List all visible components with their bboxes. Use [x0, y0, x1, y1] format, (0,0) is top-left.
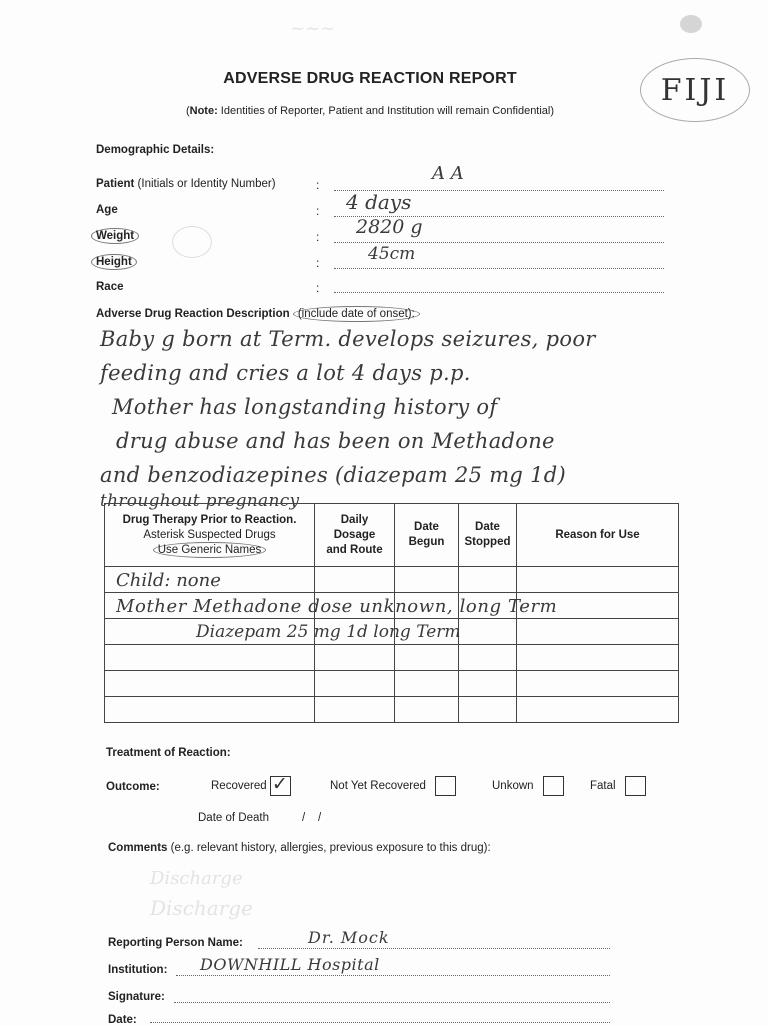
- comments-label: [108, 842, 491, 854]
- faint-circle-mark: [172, 226, 212, 258]
- reaction-line-4: drug abuse and has been on Methadone: [116, 429, 555, 453]
- reporter-name-value[interactable]: Dr. Mock: [308, 928, 390, 947]
- form-title: ADVERSE DRUG REACTION REPORT: [223, 70, 517, 87]
- header-drug-therapy: [105, 504, 315, 567]
- header-begun-line2: Begun: [408, 536, 445, 548]
- weight-label-text: Weight: [91, 228, 139, 244]
- header-begun-line1: Date: [414, 521, 439, 533]
- reaction-line-6: throughout pregnancy: [100, 491, 300, 511]
- reaction-label: [96, 308, 420, 320]
- height-label-text: Height: [91, 254, 137, 270]
- comments-faint-line-2: Discharge: [150, 896, 253, 920]
- weight-label: [96, 230, 139, 242]
- patient-hint: (Initials or Identity Number): [137, 178, 276, 190]
- reaction-hint: (include date of onset):: [293, 306, 420, 322]
- drug-entry-diazepam: Diazepam 25 mg 1d long Term: [196, 622, 461, 642]
- check-mark-icon: ✓: [271, 774, 288, 795]
- reaction-description[interactable]: [100, 322, 750, 510]
- table-header-row: [105, 504, 679, 567]
- fatal-label: Fatal: [590, 780, 616, 793]
- outcome-unknown[interactable]: [492, 776, 564, 796]
- weight-field-line: [334, 242, 664, 243]
- height-colon: :: [316, 256, 320, 270]
- header-therapy-line2: Asterisk Suspected Drugs: [143, 528, 276, 541]
- header-dosage-line1: Daily: [340, 513, 369, 526]
- comments-hint: (e.g. relevant history, allergies, previous exposure to this drug):: [170, 842, 491, 854]
- note-label: Note:: [189, 105, 218, 117]
- table-row[interactable]: [105, 671, 679, 697]
- recovered-checkbox[interactable]: [270, 776, 291, 796]
- patient-label: [96, 178, 276, 190]
- race-field-line: [334, 292, 664, 293]
- height-label: [96, 256, 137, 268]
- note-text: Identities of Reporter, Patient and Institution will remain Confidential: [220, 105, 551, 117]
- date-label: Date:: [108, 1014, 137, 1026]
- height-field-line: [334, 268, 664, 269]
- outcome-recovered[interactable]: [211, 776, 291, 796]
- institution-value[interactable]: DOWNHILL Hospital: [200, 955, 380, 974]
- reaction-line-3: Mother has longstanding history of: [112, 395, 498, 419]
- faint-handwriting-top: ~~~: [290, 18, 336, 39]
- header-therapy-line1: Drug Therapy Prior to Reaction.: [122, 513, 297, 526]
- drug-entry-child: Child: none: [116, 570, 221, 591]
- header-dosage-line3: and Route: [326, 543, 383, 556]
- outcome-label: Outcome:: [106, 781, 160, 793]
- header-stopped-line1: Date: [475, 521, 500, 533]
- weight-value[interactable]: 2820 g: [356, 216, 423, 238]
- patient-value[interactable]: A A: [432, 163, 464, 184]
- reaction-line-1: Baby g born at Term. develops seizures, poor: [100, 327, 596, 351]
- stamp-smudge: [680, 15, 702, 33]
- race-colon: :: [316, 281, 320, 295]
- date-of-death-value[interactable]: / /: [302, 812, 322, 824]
- not-yet-recovered-label: Not Yet Recovered: [330, 780, 426, 793]
- fatal-checkbox[interactable]: [625, 776, 646, 796]
- outcome-fatal[interactable]: [590, 776, 646, 796]
- outcome-not-yet-recovered[interactable]: [330, 776, 456, 796]
- header-stopped-line2: Stopped: [464, 536, 511, 548]
- demographics-heading: Demographic Details:: [96, 144, 215, 156]
- header-date-begun: [395, 504, 459, 567]
- patient-label-text: Patient: [96, 178, 135, 190]
- not-yet-recovered-checkbox[interactable]: [435, 776, 456, 796]
- reporter-name-line: [258, 948, 610, 949]
- unknown-label: Unkown: [492, 780, 534, 793]
- age-label: Age: [96, 204, 118, 216]
- comments-faint-line-1: Discharge: [150, 868, 243, 889]
- country-badge: FIJI: [640, 58, 750, 122]
- signature-label: Signature:: [108, 991, 165, 1003]
- height-value[interactable]: 45cm: [368, 244, 416, 264]
- institution-line: [176, 975, 610, 976]
- race-label: Race: [96, 281, 124, 293]
- age-value[interactable]: 4 days: [346, 190, 412, 214]
- header-reason: Reason for Use: [517, 504, 679, 567]
- table-row[interactable]: [105, 697, 679, 723]
- reaction-line-2: feeding and cries a lot 4 days p.p.: [100, 361, 471, 385]
- drug-entry-mother-methadone: Mother Methadone dose unknown, long Term: [116, 596, 558, 617]
- treatment-label: Treatment of Reaction:: [106, 747, 231, 759]
- date-line[interactable]: [150, 1022, 610, 1023]
- confidentiality-note: (Note: Identities of Reporter, Patient and Institution will remain Confidential): [185, 105, 555, 117]
- header-dosage: [315, 504, 395, 567]
- header-date-stopped: [459, 504, 517, 567]
- weight-colon: :: [316, 230, 320, 244]
- date-of-death-label: Date of Death: [198, 812, 269, 824]
- reaction-label-text: Adverse Drug Reaction Description: [96, 308, 290, 320]
- recovered-label: Recovered: [211, 780, 267, 793]
- table-row[interactable]: [105, 645, 679, 671]
- header-dosage-line2: Dosage: [333, 528, 376, 541]
- signature-line[interactable]: [174, 1002, 610, 1003]
- institution-label: Institution:: [108, 964, 168, 976]
- patient-colon: :: [316, 178, 320, 192]
- reaction-line-5: and benzodiazepines (diazepam 25 mg 1d): [100, 463, 567, 487]
- comments-label-text: Comments: [108, 842, 168, 854]
- reporter-name-label: Reporting Person Name:: [108, 937, 243, 949]
- age-colon: :: [316, 204, 320, 218]
- unknown-checkbox[interactable]: [543, 776, 564, 796]
- header-therapy-line3: Use Generic Names: [153, 542, 267, 558]
